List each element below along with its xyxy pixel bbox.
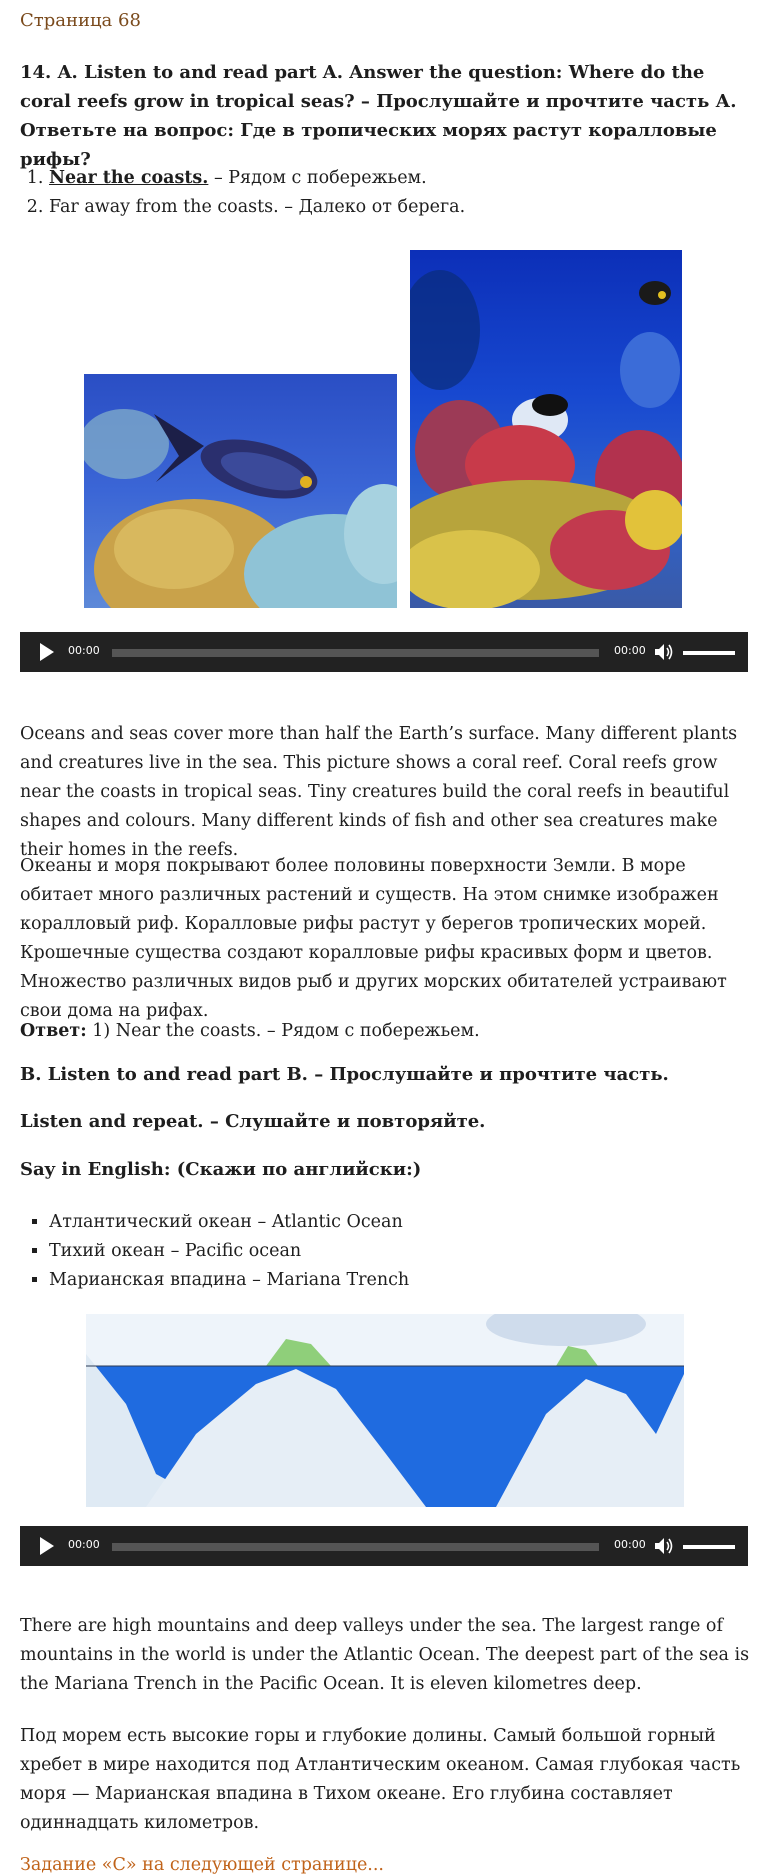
say-in-english: Say in English: (Скажи по английски:)	[20, 1159, 422, 1180]
answer-label: Ответ:	[20, 1021, 87, 1041]
volume-slider[interactable]	[683, 651, 735, 655]
seafloor-illustration	[86, 1314, 684, 1507]
fish-coral-photo	[84, 374, 397, 608]
part-b-russian: Под морем есть высокие горы и глубокие долины. Самый большой горный хребет в мире находится под Атлантическим океаном. Самая глубокая часть моря — Марианская впадина в Тихом океане. Его глубина составляет одиннадцать километров.	[20, 1726, 741, 1833]
term-item: ▪ Тихий океан – Pacific ocean	[49, 1237, 749, 1266]
progress-rail[interactable]	[112, 649, 599, 657]
option-2	[49, 193, 749, 222]
part-b-english: There are high mountains and deep valleys under the sea. The largest range of mountains in the world is under the Atlantic Ocean. The deepest part of the sea is the Mariana Trench in the Pacific Ocean. It is eleven kilometres deep.	[20, 1616, 750, 1694]
play-icon[interactable]	[40, 643, 54, 661]
part-a-russian: Океаны и моря покрывают более половины поверхности Земли. В море обитает много различных растений и существ. На этом снимке изображен коралловый риф. Коралловые рифы растут у берегов тропических морей. Крошечные существа создают коралловые рифы красивых форм и цветов. Множество различных видов рыб и других морских обитателей устраивают свои дома на рифах.	[20, 856, 727, 1021]
listen-repeat: Listen and repeat. – Слушайте и повторяйте.	[20, 1111, 486, 1132]
option-1	[49, 164, 749, 193]
volume-icon[interactable]	[654, 1537, 674, 1555]
duration: 00:00	[614, 1538, 646, 1551]
audio-player-a	[20, 632, 748, 672]
option-2-ru: – Далеко от берега.	[278, 197, 466, 217]
option-1-ru: – Рядом с побережьем.	[208, 168, 427, 188]
current-time: 00:00	[68, 1538, 100, 1551]
volume-slider[interactable]	[683, 1545, 735, 1549]
answer-text: 1) Near the coasts. – Рядом с побережьем.	[86, 1021, 480, 1041]
part-b-heading: B. Listen to and read part B. – Прослушайте и прочтите часть.	[20, 1064, 669, 1085]
part-a-english: Oceans and seas cover more than half the Earth’s surface. Many different plants and creatures live in the sea. This picture shows a coral reef. Coral reefs grow near the coasts in tropical seas. Tiny creatures build the coral reefs in beautiful shapes and colours. Many different kinds of fish and other sea creatures make their homes in the reefs.	[20, 724, 738, 860]
duration: 00:00	[614, 644, 646, 657]
answer	[20, 1017, 750, 1046]
terms-list	[20, 1208, 749, 1295]
volume-icon[interactable]	[654, 643, 674, 661]
next-page-link[interactable]: Задание «С» на следующей странице...	[20, 1855, 384, 1875]
audio-player-b	[20, 1526, 748, 1566]
page-number: Страница 68	[20, 10, 141, 31]
play-icon[interactable]	[40, 1537, 54, 1555]
current-time: 00:00	[68, 644, 100, 657]
option-2-en: Far away from the coasts.	[49, 197, 279, 217]
coral-reef-photo	[410, 250, 682, 608]
question-title: 14. A. Listen to and read part A. Answer the question: Where do the coral reefs grow in tropical seas? – Прослушайте и прочтите часть А. Ответьте на вопрос: Где в тропических морях растут коралловые рифы?	[20, 62, 737, 170]
term-item: ▪ Атлантический океан – Atlantic Ocean	[49, 1208, 749, 1237]
term-item: ▪ Марианская впадина – Mariana Trench	[49, 1266, 749, 1295]
option-1-en: Near the coasts.	[49, 168, 209, 188]
progress-rail[interactable]	[112, 1543, 599, 1551]
answer-options	[20, 164, 749, 222]
